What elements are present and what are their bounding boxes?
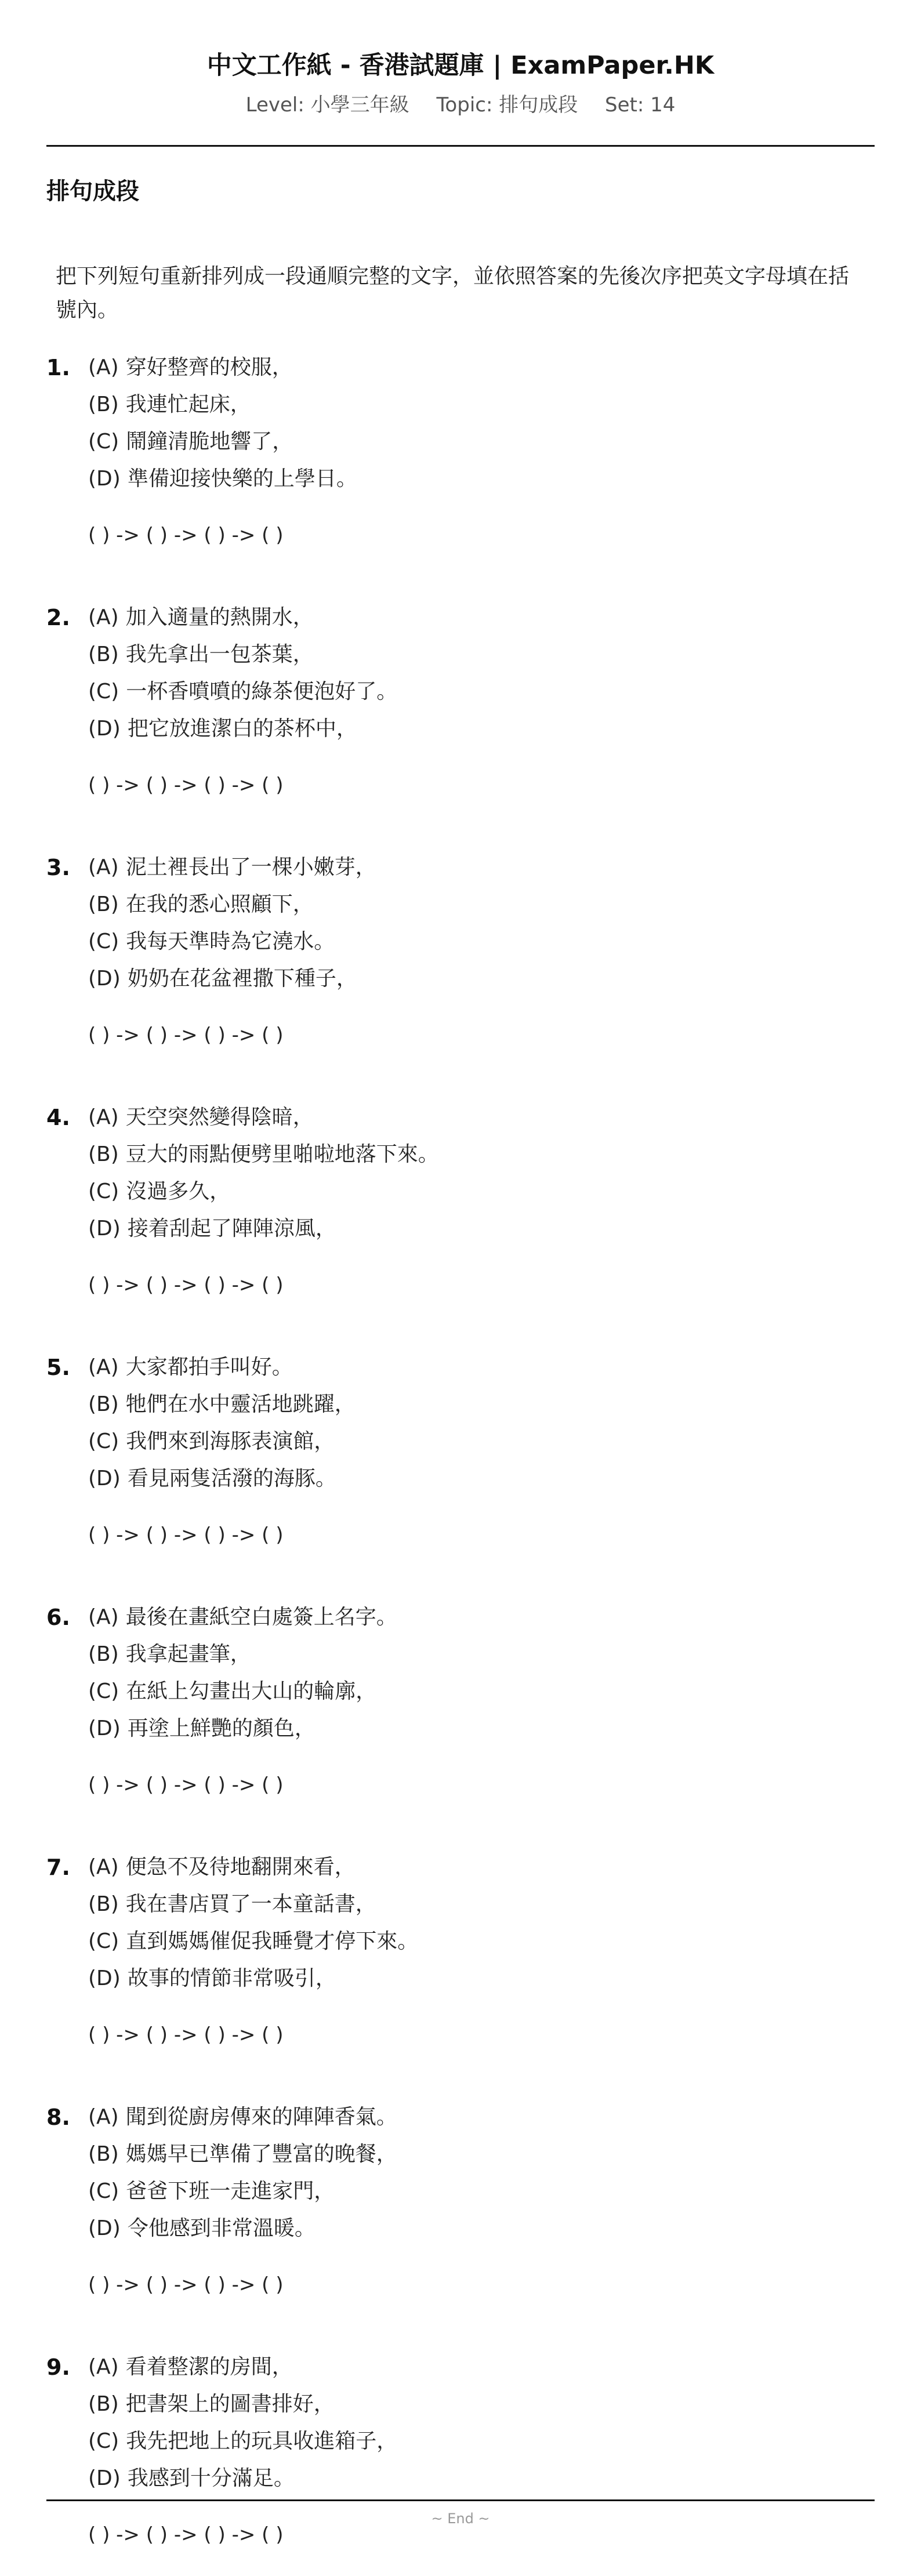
question-item	[46, 1598, 875, 1812]
option-text: 奶奶在花盆裡撒下種子，	[127, 967, 357, 991]
option-line	[88, 1710, 316, 1747]
option-line	[88, 960, 357, 997]
option-text: 牠們在水中靈活地跳躍，	[125, 1392, 356, 1416]
question-number: 1.	[46, 355, 70, 380]
answer-blanks[interactable]: ( ) -> ( ) -> ( ) -> ( )	[88, 2273, 284, 2296]
option-line	[88, 2386, 335, 2423]
option-letter: (D)	[88, 967, 121, 991]
question-item	[46, 1848, 875, 2062]
option-text: 接着刮起了陣陣涼風，	[127, 1217, 336, 1240]
option-line	[88, 2173, 335, 2210]
option-letter: (D)	[88, 1717, 121, 1740]
option-line	[88, 923, 335, 960]
option-text: 我先拿出一包茶葉，	[125, 643, 314, 666]
option-line	[88, 1423, 335, 1460]
option-letter: (A)	[88, 605, 119, 629]
option-line	[88, 460, 357, 498]
option-line	[88, 1636, 251, 1673]
option-letter: (B)	[88, 643, 119, 666]
option-letter: (C)	[88, 1679, 119, 1703]
option-line	[88, 1386, 356, 1423]
option-text: 穿好整齊的校服，	[125, 355, 293, 379]
instructions: 把下列短句重新排列成一段通順完整的文字，並依照答案的先後次序把英文字母填在括號內。	[56, 264, 850, 322]
option-line	[88, 2210, 316, 2247]
option-letter: (A)	[88, 855, 119, 879]
question-item	[46, 2348, 875, 2562]
option-text: 在我的悉心照顧下，	[125, 892, 314, 916]
option-text: 豆大的雨點便劈里啪啦地落下來。	[125, 1142, 439, 1166]
option-text: 一杯香噴噴的綠茶便泡好了。	[126, 680, 398, 703]
worksheet-meta	[46, 92, 875, 118]
option-letter: (B)	[88, 2392, 119, 2416]
worksheet-header	[46, 49, 875, 118]
option-line	[88, 599, 314, 636]
option-line	[88, 1599, 397, 1636]
option-line	[88, 1099, 314, 1136]
option-letter: (A)	[88, 355, 119, 379]
option-letter: (D)	[88, 1467, 121, 1490]
option-text: 我每天準時為它澆水。	[126, 930, 335, 953]
option-line	[88, 2136, 397, 2173]
option-line	[88, 886, 314, 923]
answer-blanks[interactable]: ( ) -> ( ) -> ( ) -> ( )	[88, 774, 284, 797]
option-letter: (A)	[88, 1605, 119, 1629]
answer-blanks[interactable]: ( ) -> ( ) -> ( ) -> ( )	[88, 1024, 284, 1047]
option-line	[88, 1673, 376, 1710]
section-title: 排句成段	[46, 178, 139, 205]
question-number: 5.	[46, 1355, 70, 1380]
option-letter: (C)	[88, 2179, 119, 2203]
option-letter: (A)	[88, 2105, 119, 2129]
option-line	[88, 1349, 293, 1386]
option-letter: (A)	[88, 1355, 119, 1379]
option-text: 再塗上鮮艷的顏色，	[127, 1717, 316, 1740]
set-label: Set: 14	[605, 93, 676, 117]
option-line	[88, 636, 314, 673]
answer-blanks[interactable]: ( ) -> ( ) -> ( ) -> ( )	[88, 2523, 284, 2546]
option-text: 看見兩隻活潑的海豚。	[127, 1467, 336, 1490]
option-text: 在紙上勾畫出大山的輪廓，	[126, 1679, 377, 1703]
question-item	[46, 1348, 875, 1562]
topic-label: Topic: 排句成段	[436, 93, 578, 117]
option-text: 我們來到海豚表演館，	[126, 1430, 335, 1453]
option-text: 爸爸下班一走進家門，	[126, 2179, 335, 2203]
option-text: 我連忙起床，	[125, 393, 251, 416]
option-text: 直到媽媽催促我睡覺才停下來。	[126, 1929, 419, 1953]
header-divider	[46, 145, 875, 147]
option-letter: (D)	[88, 467, 121, 491]
option-line	[88, 1886, 376, 1923]
answer-blanks[interactable]: ( ) -> ( ) -> ( ) -> ( )	[88, 524, 284, 547]
worksheet-page	[46, 0, 875, 2576]
option-line	[88, 1210, 336, 1247]
option-text: 鬧鐘清脆地響了，	[126, 430, 293, 453]
question-number: 6.	[46, 1605, 70, 1630]
option-letter: (C)	[88, 930, 119, 953]
question-item	[46, 848, 875, 1062]
option-line	[88, 2349, 293, 2386]
option-line	[88, 1923, 418, 1960]
option-letter: (B)	[88, 1892, 119, 1916]
option-text: 我先把地上的玩具收進箱子，	[126, 2429, 398, 2453]
answer-blanks[interactable]: ( ) -> ( ) -> ( ) -> ( )	[88, 1274, 284, 1297]
option-letter: (C)	[88, 1929, 119, 1953]
option-letter: (A)	[88, 1855, 119, 1879]
option-letter: (C)	[88, 430, 119, 453]
option-text: 故事的情節非常吸引，	[127, 1967, 336, 1990]
option-text: 我感到十分滿足。	[127, 2466, 295, 2490]
footer-divider	[46, 2499, 875, 2501]
question-item	[46, 598, 875, 812]
option-text: 把它放進潔白的茶杯中，	[127, 717, 357, 741]
question-number: 4.	[46, 1105, 70, 1130]
option-letter: (D)	[88, 717, 121, 741]
option-text: 便急不及待地翻開來看，	[125, 1855, 356, 1879]
option-text: 加入適量的熱開水，	[125, 605, 314, 629]
option-line	[88, 1460, 336, 1497]
option-text: 沒過多久，	[126, 1180, 231, 1203]
option-letter: (C)	[88, 1180, 119, 1203]
option-text: 聞到從廚房傳來的陣陣香氣。	[125, 2105, 397, 2129]
option-letter: (C)	[88, 2429, 119, 2453]
option-line	[88, 2460, 295, 2497]
answer-blanks[interactable]: ( ) -> ( ) -> ( ) -> ( )	[88, 2023, 284, 2047]
option-letter: (C)	[88, 680, 119, 703]
option-text: 大家都拍手叫好。	[125, 1355, 293, 1379]
option-line	[88, 849, 376, 886]
option-letter: (A)	[88, 1105, 119, 1129]
option-text: 令他感到非常溫暖。	[127, 2216, 316, 2240]
option-letter: (A)	[88, 2355, 119, 2379]
option-text: 泥土裡長出了一棵小嫩芽，	[125, 855, 376, 879]
question-item	[46, 348, 875, 563]
option-letter: (B)	[88, 2142, 119, 2166]
option-line	[88, 2099, 397, 2136]
option-letter: (D)	[88, 1967, 121, 1990]
question-item	[46, 2098, 875, 2312]
option-letter: (D)	[88, 1217, 121, 1240]
option-text: 媽媽早已準備了豐富的晚餐，	[125, 2142, 397, 2166]
option-line	[88, 1849, 356, 1886]
question-number: 2.	[46, 605, 70, 630]
option-line	[88, 349, 293, 386]
option-letter: (C)	[88, 1430, 119, 1453]
option-text: 我在書店買了一本童話書，	[125, 1892, 376, 1916]
option-text: 看着整潔的房間，	[125, 2355, 293, 2379]
question-number: 9.	[46, 2354, 70, 2380]
option-line	[88, 423, 293, 460]
option-text: 最後在畫紙空白處簽上名字。	[125, 1605, 397, 1629]
option-text: 天空突然變得陰暗，	[125, 1105, 314, 1129]
level-label: Level: 小學三年級	[245, 93, 409, 117]
option-line	[88, 2423, 397, 2460]
option-line	[88, 1136, 439, 1173]
option-text: 我拿起畫筆，	[125, 1642, 251, 1666]
option-letter: (D)	[88, 2216, 121, 2240]
option-line	[88, 386, 251, 423]
footer-end-label: ~ End ~	[431, 2510, 490, 2527]
option-line	[88, 673, 397, 710]
option-letter: (B)	[88, 1642, 119, 1666]
option-text: 準備迎接快樂的上學日。	[127, 467, 357, 491]
option-line	[88, 1173, 230, 1210]
option-letter: (D)	[88, 2466, 121, 2490]
question-number: 7.	[46, 1855, 70, 1880]
option-letter: (B)	[88, 393, 119, 416]
option-letter: (B)	[88, 1142, 119, 1166]
option-line	[88, 710, 357, 748]
question-number: 8.	[46, 2105, 70, 2130]
worksheet-title: 中文工作紙 - 香港試題庫 | ExamPaper.HK	[206, 51, 715, 80]
question-number: 3.	[46, 855, 70, 880]
answer-blanks[interactable]: ( ) -> ( ) -> ( ) -> ( )	[88, 1773, 284, 1797]
option-line	[88, 1960, 336, 1997]
option-letter: (B)	[88, 892, 119, 916]
option-letter: (B)	[88, 1392, 119, 1416]
option-text: 把書架上的圖書排好，	[125, 2392, 335, 2416]
answer-blanks[interactable]: ( ) -> ( ) -> ( ) -> ( )	[88, 1523, 284, 1547]
question-item	[46, 1098, 875, 1312]
